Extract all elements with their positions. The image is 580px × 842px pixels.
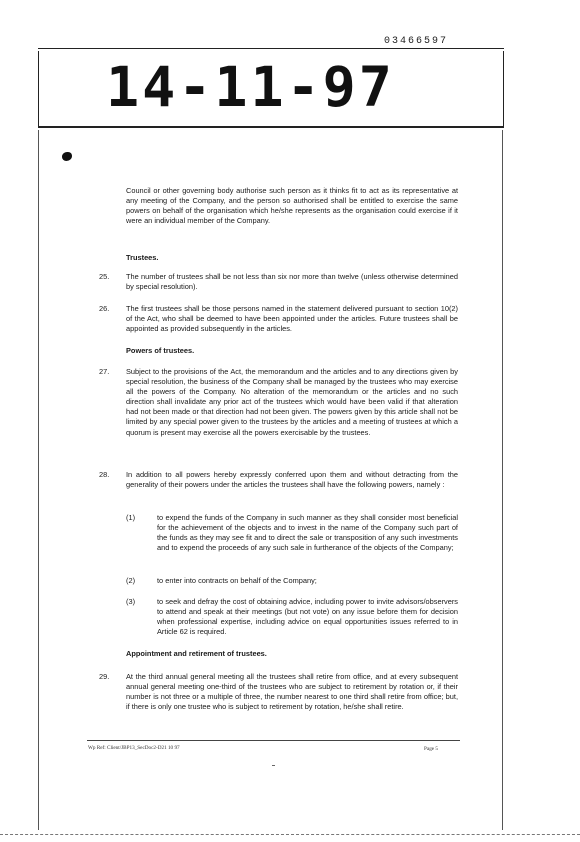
footer-rule (87, 740, 460, 741)
opening-paragraph: Council or other governing body authorise such person as it thinks fit to act as its representative at any meeting of the Company, and the person so authorised shall be entitled to exercise the same powers on behalf of the organisation which he/she represents as the organisation could exercise if it were an individual member of the Company. (126, 186, 458, 226)
scan-edge-rule (0, 834, 580, 835)
article-28: In addition to all powers hereby expressly conferred upon them and without detracting from the generality of their powers under the articles the trustees shall have the following powers, namely : (126, 470, 458, 490)
article-27: Subject to the provisions of the Act, the memorandum and the articles and to any directions given by special resolution, the business of the Company shall be managed by the trustees who may exercise all the powers of the Company. No alteration of the memorandum or the articles and no such direction shall invalidate any prior act of the trustees which would have been valid if that alteration had not been made or that direction had not been given. The powers given by this article shall not be limited by any special power given to the trustees by the articles and a meeting of trustees at which a quorum is present may exercise all the powers exercisable by the trustees. (126, 367, 458, 437)
heading-appointment: Appointment and retirement of trustees. (126, 649, 267, 658)
scan-speck (272, 765, 275, 766)
heading-powers: Powers of trustees. (126, 346, 195, 355)
article-number-26: 26. (99, 304, 110, 313)
footer-page-number: Page 5 (424, 746, 438, 752)
header-rule-top (38, 48, 504, 49)
article-number-27: 27. (99, 367, 110, 376)
article-29: At the third annual general meeting all the trustees shall retire from office, and at every subsequent annual general meeting one-third of the trustees who are subject to retirement by rotation or, if their number is not three or a multiple of three, the number nearest to one third shall retire from office; but, if there is only one trustee who is subject to retirement by rotation, he/she shall retire. (126, 672, 458, 712)
article-28-item-3-number: (3) (126, 597, 136, 606)
footer-reference: Wp Ref: Client/JBP13_SecDoc2-D21 10 97 (88, 745, 180, 751)
article-28-item-1-number: (1) (126, 513, 136, 522)
article-number-25: 25. (99, 272, 110, 281)
article-26: The first trustees shall be those persons named in the statement delivered pursuant to section 10(2) of the Act, who shall be deemed to have been appointed under the articles. Future trustees shall be appointed as provided subsequently in the articles. (126, 304, 458, 334)
article-28-item-2: to enter into contracts on behalf of the Company; (157, 576, 317, 585)
article-28-item-1: to expend the funds of the Company in such manner as they shall consider most beneficial for the achievement of the objects and to invest in the name of the Company such part of the funds as they may see fit and to direct the sale or transposition of any such investments and to expend the proceeds of any such sale in furtherance of the objects of the Company; (157, 513, 458, 553)
article-number-28: 28. (99, 470, 110, 479)
article-28-item-3: to seek and defray the cost of obtaining advice, including power to invite advisors/observers to attend and speak at their meetings (but not vote) on any issue before them for decision when professional expertise, including advice on equal opportunities issues referred to in Article 62 is required. (157, 597, 458, 637)
heading-trustees: Trustees. (126, 253, 159, 262)
article-25: The number of trustees shall be not less than six nor more than twelve (unless otherwise determined by special resolution). (126, 272, 458, 292)
article-28-item-2-number: (2) (126, 576, 136, 585)
stamp-date: 14-11-97 (106, 55, 395, 119)
company-number: 03466597 (384, 36, 449, 47)
article-number-29: 29. (99, 672, 110, 681)
header-rule-bottom (38, 126, 504, 128)
